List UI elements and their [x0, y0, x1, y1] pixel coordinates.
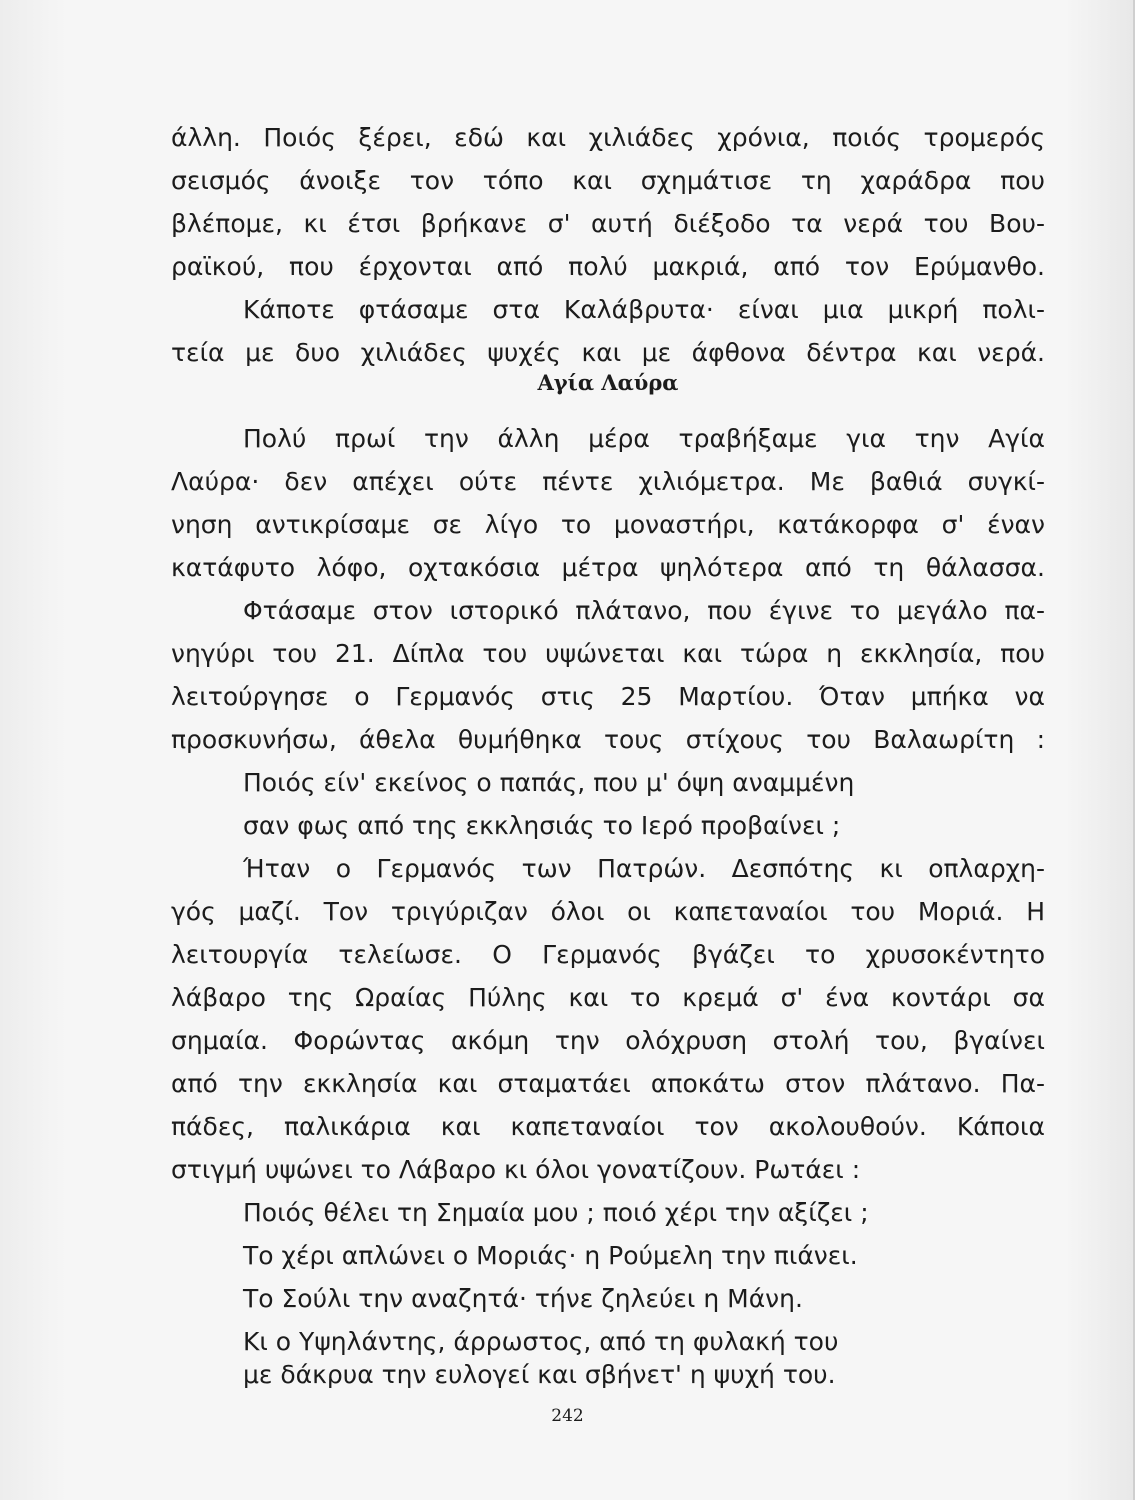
text-line: λειτουργία τελείωσε. Ο Γερμανός βγάζει το χρυσοκέντητο [171, 940, 1045, 969]
text-line: σημαία. Φορώντας ακόμη την ολόχρυση στολή του, βγαίνει [171, 1026, 1045, 1055]
text-line: τεία με δυο χιλιάδες ψυχές και με άφθονα δέντρα και νερά. [171, 338, 1045, 367]
verse-line: Ποιός είν' εκείνος ο παπάς, που μ' όψη αναμμένη [243, 768, 855, 797]
text-line: ραϊκού, που έρχονται από πολύ μακριά, από τον Ερύμανθο. [171, 252, 1045, 281]
text-line: προσκυνήσω, άθελα θυμήθηκα τους στίχους του Βαλαωρίτη : [171, 725, 1045, 754]
text-line: Πολύ πρωί την άλλη μέρα τραβήξαμε για την Αγία [243, 424, 1045, 453]
verse-line: σαν φως από της εκκλησιάς το Ιερό προβαίνει ; [243, 811, 841, 840]
page-number: 242 [551, 1406, 584, 1426]
text-line: Ήταν ο Γερμανός των Πατρών. Δεσπότης κι οπλαρχη- [243, 854, 1045, 883]
verse-line: Το Σούλι την αναζητά· τήνε ζηλεύει η Μάνη. [243, 1284, 803, 1313]
text-line: σεισμός άνοιξε τον τόπο και σχημάτισε τη χαράδρα που [171, 166, 1045, 195]
text-line: νηση αντικρίσαμε σε λίγο το μοναστήρι, κατάκορφα σ' έναν [171, 510, 1045, 539]
text-line: από την εκκλησία και σταματάει αποκάτω στον πλάτανο. Πα- [171, 1069, 1045, 1098]
text-line: λάβαρο της Ωραίας Πύλης και το κρεμά σ' ένα κοντάρι σα [171, 983, 1045, 1012]
text-line: Φτάσαμε στον ιστορικό πλάτανο, που έγινε το μεγάλο πα- [243, 596, 1045, 625]
text-line: στιγμή υψώνει το Λάβαρο κι όλοι γονατίζουν. Ρωτάει : [171, 1155, 861, 1184]
verse-line: Κι ο Υψηλάντης, άρρωστος, από τη φυλακή του [243, 1327, 839, 1356]
verse-line: Το χέρι απλώνει ο Μοριάς· η Ρούμελη την πιάνει. [243, 1241, 858, 1270]
text-line: κατάφυτο λόφο, οχτακόσια μέτρα ψηλότερα από τη θάλασσα. [171, 553, 1045, 582]
section-heading: Αγία Λαύρα [537, 370, 679, 395]
verse-line: Ποιός θέλει τη Σημαία μου ; ποιό χέρι την αξίζει ; [243, 1198, 869, 1227]
text-line: άλλη. Ποιός ξέρει, εδώ και χιλιάδες χρόνια, ποιός τρομερός [171, 123, 1045, 152]
text-line: νηγύρι του 21. Δίπλα του υψώνεται και τώρα η εκκλησία, που [171, 639, 1045, 668]
text-line: Λαύρα· δεν απέχει ούτε πέντε χιλιόμετρα. Με βαθιά συγκί- [171, 467, 1045, 496]
text-line: λειτούργησε ο Γερμανός στις 25 Μαρτίου. Όταν μπήκα να [171, 682, 1045, 711]
text-line: γός μαζί. Τον τριγύριζαν όλοι οι καπεταναίοι του Μοριά. Η [171, 897, 1045, 926]
text-line: πάδες, παλικάρια και καπεταναίοι τον ακολουθούν. Κάποια [171, 1112, 1045, 1141]
text-line: Κάποτε φτάσαμε στα Καλάβρυτα· είναι μια μικρή πολι- [243, 295, 1045, 324]
verse-line: με δάκρυα την ευλογεί και σβήνετ' η ψυχή του. [243, 1360, 836, 1389]
text-line: βλέπομε, κι έτσι βρήκανε σ' αυτή διέξοδο τα νερά του Βου- [171, 209, 1045, 238]
